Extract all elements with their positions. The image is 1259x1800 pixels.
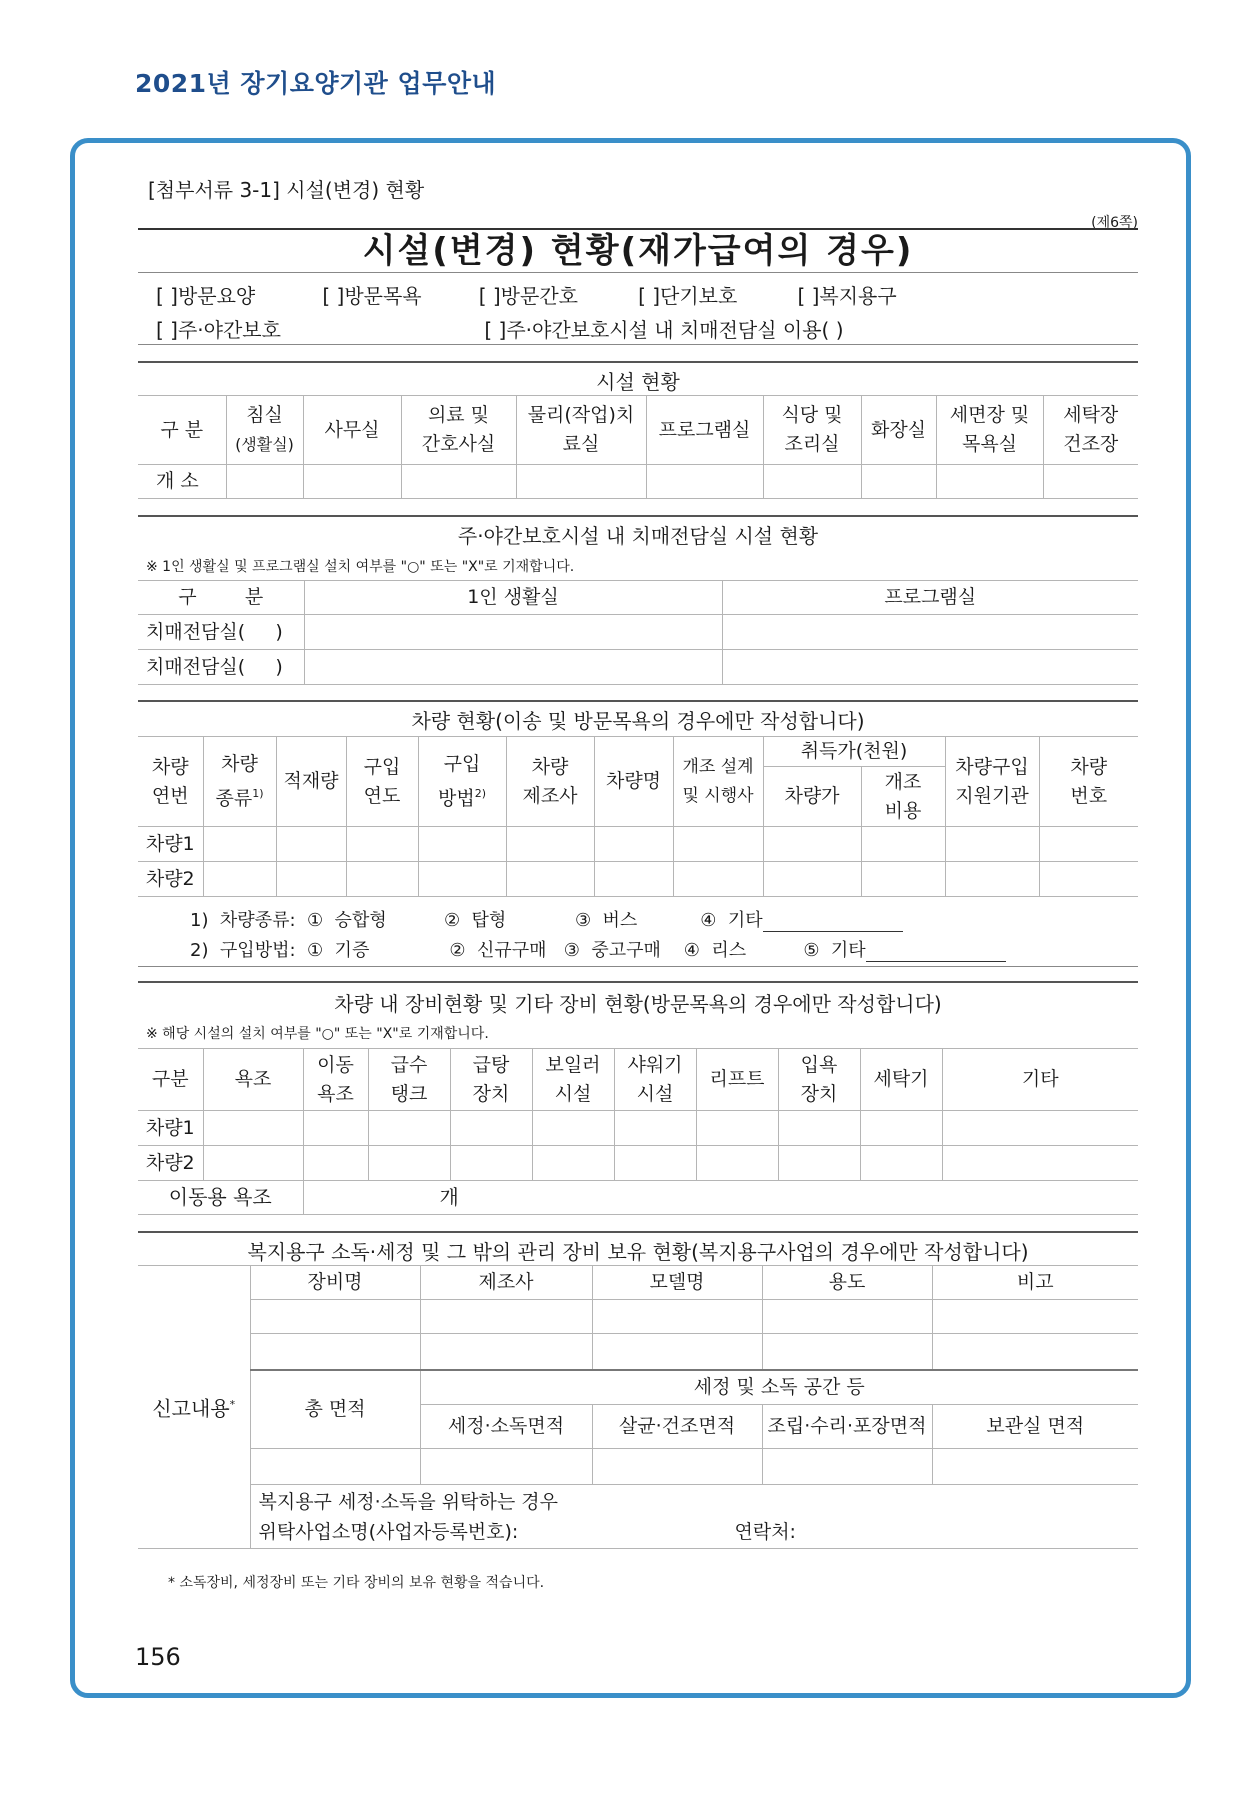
- vehicle-cell[interactable]: [945, 862, 1039, 897]
- facility-row-count: 개 소: [138, 465, 226, 499]
- vehicle-header-kind: 차량 종류$^{1)}$: [203, 737, 276, 827]
- vehicle-cell[interactable]: [763, 827, 861, 862]
- equipment-header-washer: 세탁기: [860, 1049, 942, 1111]
- equipment-header-category: 구분: [138, 1049, 203, 1111]
- vehicle-header-maker: 차량 제조사: [506, 737, 594, 827]
- divider: [138, 700, 1138, 702]
- equipment-note: ※ 해당 시설의 설치 여부를 "○" 또는 "X"로 기재합니다.: [146, 1026, 489, 1042]
- welfare-consign[interactable]: 복지용구 세정·소독을 위탁하는 경우 위탁사업소명(사업자등록번호): 연락처:: [250, 1485, 1138, 1549]
- vehicle-header-plate: 차량 번호: [1039, 737, 1138, 827]
- facility-header-category: 구 분: [138, 396, 226, 465]
- vehicle-cell[interactable]: [673, 862, 763, 897]
- equipment-header-boiler: 보일러 시설: [532, 1049, 614, 1111]
- equipment-header-bath-device: 입욕 장치: [778, 1049, 860, 1111]
- equipment-cell[interactable]: [942, 1111, 1138, 1146]
- check-day-night[interactable]: [ ]주·야간보호: [156, 318, 281, 342]
- equipment-header-lift: 리프트: [696, 1049, 778, 1111]
- welfare-total-area: 총 면적: [250, 1370, 420, 1449]
- welfare-cell[interactable]: [250, 1334, 420, 1370]
- equipment-cell[interactable]: [778, 1146, 860, 1181]
- facility-cell[interactable]: [226, 465, 303, 499]
- facility-header-medical: 의료 및 간호사실: [401, 396, 516, 465]
- vehicle-header-method: 구입 방법$^{2)}$: [418, 737, 506, 827]
- vehicle-cell[interactable]: [276, 827, 346, 862]
- equipment-cell[interactable]: [303, 1111, 368, 1146]
- equipment-cell[interactable]: [860, 1111, 942, 1146]
- equipment-cell[interactable]: [368, 1111, 450, 1146]
- facility-cell[interactable]: [516, 465, 646, 499]
- welfare-header-maker: 제조사: [420, 1266, 592, 1300]
- service-checks-row1: [138, 280, 1138, 309]
- vehicle-header-load: 적재량: [276, 737, 346, 827]
- equipment-cell[interactable]: [942, 1146, 1138, 1181]
- vehicle-row-2: 차량2: [138, 862, 203, 897]
- vehicle-header-design: 개조 설계 및 시행사: [673, 737, 763, 827]
- vehicle-cell[interactable]: [203, 862, 276, 897]
- mobile-tub-count[interactable]: 개: [303, 1181, 1138, 1215]
- equipment-header-tub: 욕조: [203, 1049, 303, 1111]
- vehicle-cell[interactable]: [763, 862, 861, 897]
- vehicle-cell[interactable]: [203, 827, 276, 862]
- dementia-header-single-room: 1인 생활실: [304, 581, 722, 615]
- welfare-space-sterilize: 살균·건조면적: [592, 1405, 762, 1449]
- dementia-table: [138, 580, 1138, 685]
- vehicle-cell[interactable]: [506, 827, 594, 862]
- vehicle-cell[interactable]: [346, 862, 418, 897]
- welfare-space-wash: 세정·소독면적: [420, 1405, 592, 1449]
- vehicle-cell[interactable]: [506, 862, 594, 897]
- facility-header-program: 프로그램실: [646, 396, 763, 465]
- welfare-cell[interactable]: [932, 1334, 1138, 1370]
- vehicle-cell[interactable]: [418, 827, 506, 862]
- equipment-header-water-tank: 급수 탱크: [368, 1049, 450, 1111]
- equipment-header-hot-water: 급탕 장치: [450, 1049, 532, 1111]
- divider: [138, 981, 1138, 983]
- welfare-cell[interactable]: [762, 1449, 932, 1485]
- welfare-title: 복지용구 소독·세정 및 그 밖의 관리 장비 보유 현황(복지용구사업의 경우에만 작성합니다): [247, 1240, 1029, 1264]
- welfare-cell[interactable]: [250, 1449, 420, 1485]
- facility-cell[interactable]: [763, 465, 861, 499]
- equipment-row-2: 차량2: [138, 1146, 203, 1181]
- vehicle-row-1: 차량1: [138, 827, 203, 862]
- equipment-cell[interactable]: [696, 1146, 778, 1181]
- dementia-cell[interactable]: [722, 615, 1138, 650]
- welfare-table: [138, 1265, 1138, 1549]
- facility-header-therapy: 물리(작업)치 료실: [516, 396, 646, 465]
- check-visit-care[interactable]: [ ]방문요양: [156, 284, 256, 308]
- dementia-header-category: 구 분: [138, 581, 304, 615]
- equipment-cell[interactable]: [303, 1146, 368, 1181]
- vehicle-cell[interactable]: [276, 862, 346, 897]
- vehicle-footnote-1: 1) 차량종류: ① 승합형 ② 탑형 ③ 버스 ④ 기타: [190, 906, 903, 932]
- equipment-cell[interactable]: [450, 1146, 532, 1181]
- welfare-footnote: * 소독장비, 세정장비 또는 기타 장비의 보유 현황을 적습니다.: [168, 1575, 545, 1591]
- vehicle-cell[interactable]: [1039, 862, 1138, 897]
- equipment-cell[interactable]: [696, 1111, 778, 1146]
- divider: [138, 966, 1138, 967]
- equipment-cell[interactable]: [532, 1111, 614, 1146]
- welfare-cell[interactable]: [420, 1449, 592, 1485]
- dementia-cell[interactable]: [722, 650, 1138, 685]
- welfare-cell[interactable]: [932, 1449, 1138, 1485]
- equipment-cell[interactable]: [860, 1146, 942, 1181]
- equipment-header-shower: 샤워기 시설: [614, 1049, 696, 1111]
- facility-header-bathroom: 세면장 및 목욕실: [936, 396, 1043, 465]
- welfare-cell[interactable]: [762, 1334, 932, 1370]
- welfare-cell[interactable]: [592, 1449, 762, 1485]
- dementia-header-program: 프로그램실: [722, 581, 1138, 615]
- equipment-cell[interactable]: [532, 1146, 614, 1181]
- vehicle-cell[interactable]: [346, 827, 418, 862]
- document-header: 2021년 장기요양기관 업무안내: [135, 69, 497, 98]
- check-visit-bath[interactable]: [ ]방문목욕: [322, 284, 422, 308]
- dementia-cell[interactable]: [304, 650, 722, 685]
- welfare-header-model: 모델명: [592, 1266, 762, 1300]
- equipment-cell[interactable]: [614, 1146, 696, 1181]
- facility-cell[interactable]: [303, 465, 401, 499]
- facility-cell[interactable]: [401, 465, 516, 499]
- divider: [138, 1231, 1138, 1233]
- mobile-tub-label: 이동용 욕조: [138, 1181, 303, 1215]
- equipment-cell[interactable]: [203, 1146, 303, 1181]
- welfare-header-remark: 비고: [932, 1266, 1138, 1300]
- vehicle-cell[interactable]: [861, 827, 945, 862]
- vehicle-footnote-2: 2) 구입방법: ① 기증 ② 신규구매 ③ 중고구매 ④ 리스 ⑤ 기타: [190, 936, 1006, 962]
- vehicle-cell[interactable]: [945, 827, 1039, 862]
- welfare-cell[interactable]: [932, 1300, 1138, 1334]
- equipment-header-mobile-tub: 이동 욕조: [303, 1049, 368, 1111]
- equipment-cell[interactable]: [614, 1111, 696, 1146]
- dementia-title: 주·야간보호시설 내 치매전담실 시설 현황: [457, 524, 819, 548]
- vehicle-header-year: 구입 연도: [346, 737, 418, 827]
- equipment-header-other: 기타: [942, 1049, 1138, 1111]
- equipment-cell[interactable]: [778, 1111, 860, 1146]
- facility-header-kitchen: 식당 및 조리실: [763, 396, 861, 465]
- welfare-header-equipment: 장비명: [250, 1266, 420, 1300]
- equipment-table: [138, 1048, 1138, 1215]
- welfare-space-storage: 보관실 면적: [932, 1405, 1138, 1449]
- facility-header-bedroom: 침실 (생활실): [226, 396, 303, 465]
- vehicle-header-mod-cost: 개조 비용: [861, 767, 945, 827]
- welfare-side-label: 신고내용*: [138, 1266, 250, 1549]
- vehicle-cell[interactable]: [594, 862, 673, 897]
- vehicle-header-price: 취득가(천원): [763, 737, 945, 767]
- vehicle-header-name: 차량명: [594, 737, 673, 827]
- facility-header-toilet: 화장실: [861, 396, 936, 465]
- facility-cell[interactable]: [861, 465, 936, 499]
- check-welfare-equipment[interactable]: [ ]복지용구: [797, 284, 897, 308]
- facility-title: 시설 현황: [596, 370, 680, 394]
- dementia-cell[interactable]: [304, 615, 722, 650]
- page-number: 156: [135, 1643, 181, 1671]
- welfare-cell[interactable]: [762, 1300, 932, 1334]
- vehicle-header-no: 차량 연번: [138, 737, 203, 827]
- welfare-header-usage: 용도: [762, 1266, 932, 1300]
- service-checks-row2: [138, 314, 1138, 343]
- check-short-term[interactable]: [ ]단기보호: [638, 284, 738, 308]
- welfare-space-repair: 조립·수리·포장면적: [762, 1405, 932, 1449]
- vehicle-header-support: 차량구입 지원기관: [945, 737, 1039, 827]
- vehicle-cell[interactable]: [418, 862, 506, 897]
- equipment-cell[interactable]: [450, 1111, 532, 1146]
- vehicle-cell[interactable]: [1039, 827, 1138, 862]
- vehicle-title: 차량 현황(이송 및 방문목욕의 경우에만 작성합니다): [411, 709, 865, 733]
- dementia-note: ※ 1인 생활실 및 프로그램실 설치 여부를 "○" 또는 "X"로 기재합니다.: [146, 559, 575, 575]
- dementia-row-1: 치매전담실( ): [138, 615, 304, 650]
- divider: [138, 515, 1138, 517]
- welfare-cell[interactable]: [250, 1300, 420, 1334]
- welfare-cell[interactable]: [420, 1300, 592, 1334]
- facility-cell[interactable]: [936, 465, 1043, 499]
- equipment-row-1: 차량1: [138, 1111, 203, 1146]
- welfare-cell[interactable]: [592, 1300, 762, 1334]
- facility-header-laundry: 세탁장 건조장: [1043, 396, 1138, 465]
- facility-table: [138, 395, 1138, 499]
- facility-cell[interactable]: [1043, 465, 1138, 499]
- vehicle-cell[interactable]: [673, 827, 763, 862]
- equipment-cell[interactable]: [203, 1111, 303, 1146]
- check-dementia-unit[interactable]: [ ]주·야간보호시설 내 치매전담실 이용( ): [484, 318, 844, 342]
- divider: [138, 361, 1138, 363]
- attachment-label: [첨부서류 3-1] 시설(변경) 현황: [148, 178, 425, 202]
- dementia-row-2: 치매전담실( ): [138, 650, 304, 685]
- vehicle-header-car-price: 차량가: [763, 767, 861, 827]
- form-title: 시설(변경) 현황(재가급여의 경우): [138, 228, 1138, 273]
- vehicle-table: [138, 736, 1138, 897]
- welfare-cell[interactable]: [592, 1334, 762, 1370]
- page-label: (제6쪽): [1091, 215, 1138, 231]
- vehicle-cell[interactable]: [594, 827, 673, 862]
- vehicle-cell[interactable]: [861, 862, 945, 897]
- equipment-cell[interactable]: [368, 1146, 450, 1181]
- welfare-space-title: 세정 및 소독 공간 등: [420, 1370, 1138, 1405]
- check-visit-nursing[interactable]: [ ]방문간호: [478, 284, 578, 308]
- welfare-cell[interactable]: [420, 1334, 592, 1370]
- facility-header-office: 사무실: [303, 396, 401, 465]
- divider: [138, 344, 1138, 345]
- equipment-title: 차량 내 장비현황 및 기타 장비 현황(방문목욕의 경우에만 작성합니다): [334, 992, 942, 1016]
- facility-cell[interactable]: [646, 465, 763, 499]
